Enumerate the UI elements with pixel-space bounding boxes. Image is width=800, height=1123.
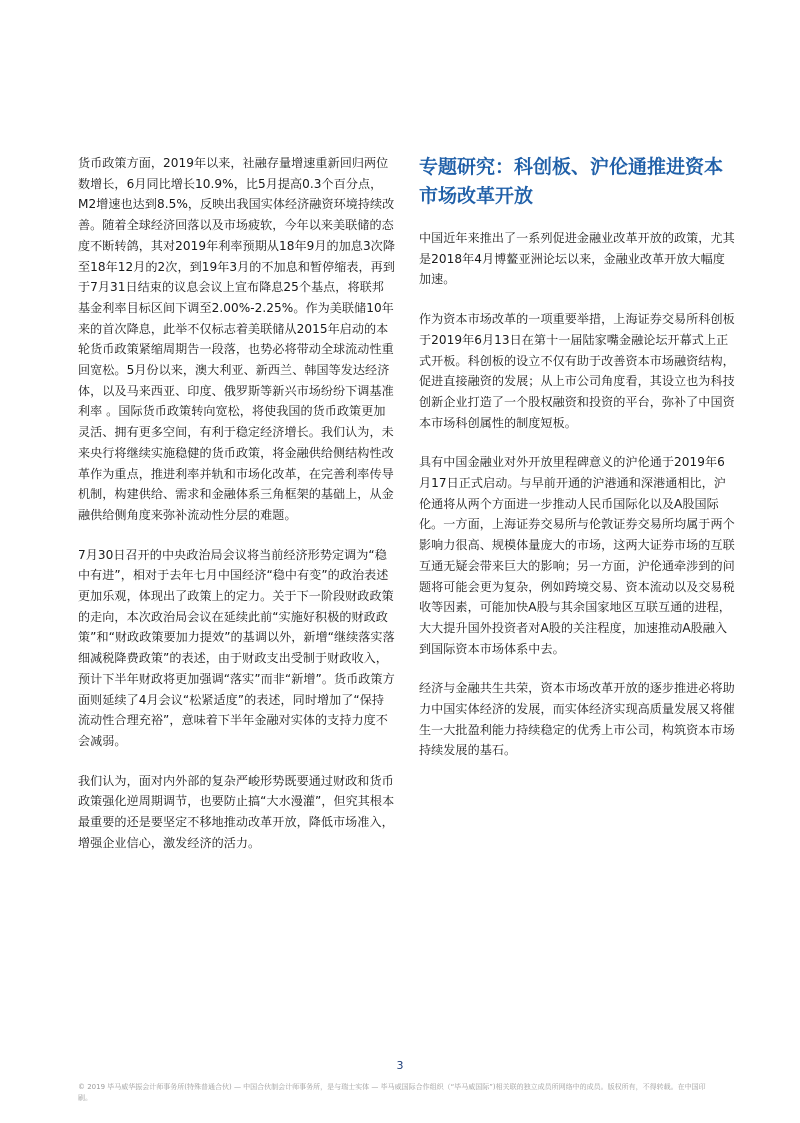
- body-paragraph: 经济与金融共生共荣，资本市场改革开放的逐步推进必将助力中国实体经济的发展，而实体经济实现高质量发展又将催生一大批盈利能力持续稳定的优秀上市公司，构筑资本市场持续发展的基石。: [419, 681, 735, 758]
- page-number: 3: [396, 1059, 404, 1072]
- body-paragraph: 作为资本市场改革的一项重要举措，上海证券交易所科创板于2019年6月13日在第十一届陆家嘴金融论坛开幕式上正式开板。科创板的设立不仅有助于改善资本市场融资结构，促进直接融资的发展；从上市公司角度看，其设立也为科技创新企业打造了一个股权融资和投资的平台，弥补了中国资本市场科创属性的制度短板。: [419, 312, 735, 430]
- body-paragraph: 中国近年来推出了一系列促进金融业改革开放的政策，尤其是2018年4月博鳌亚洲论坛以来，金融业改革开放大幅度加速。: [419, 231, 735, 287]
- body-paragraph: 我们认为，面对内外部的复杂严峻形势既要通过财政和货币政策强化逆周期调节，也要防止搞“大水漫灌”，但究其根本最重要的还是要坚定不移地推动改革开放，降低市场准入，增强企业信心，激发经济的活力。: [78, 773, 395, 850]
- body-paragraph: 7月30日召开的中央政治局会议将当前经济形势定调为“稳中有进”，相对于去年七月中国经济“稳中有变”的政治表述更加乐观，体现出了政策上的定力。关于下一阶段财政政策的走向，本次政治局会议在延续此前“实施好积极的财政政策”和“财政政策要加力提效”的基调以外，新增“继续落实落细减税降费政策”的表述，由于财政支出受制于财政收入，预计下半年财政将更加强调“落实”而非“新增”。货币政策方面则延续了4月会议“松紧适度”的表述，同时增加了“保持流动性合理充裕”，意味着下半年金融对实体的支持力度不会减弱。: [78, 547, 395, 748]
- left-column: [78, 153, 396, 873]
- body-paragraph: 货币政策方面，2019年以来，社融存量增速重新回归两位数增长，6月同比增长10.9%，比5月提高0.3个百分点，M2增速也达到8.5%，反映出我国实体经济融资环境持续改善。随着全球经济回落以及市场疲软，今年以来美联储的态度不断转鸽，其对2019年利率预期从18年9月的加息3次降至18年12月的2次，到19年3月的不加息和暂停缩表，再到于7月31日结束的议息会议上宣布降息25个基点，将联邦基金利率目标区间下调至2.00%-2.25%。作为美联储10年来的首次降息，此举不仅标志着美联储从2015年启动的本轮货币政策紧缩周期告一段落，也势必将带动全球流动性重回宽松。5月份以来，澳大利亚、新西兰、韩国等发达经济体，以及马来西亚、印度、俄罗斯等新兴市场纷纷下调基准利率 。国际货币政策转向宽松，将使我国的货币政策更加灵活、拥有更多空间，有利于稳定经济增长。我们认为，未来央行将继续实施稳健的货币政策，将金融供给侧结构性改革作为重点，推进利率并轨和市场化改革，在完善利率传导机制，构建供给、需求和金融体系三角框架的基础上，从金融供给侧角度来弥补流动性分层的难题。: [78, 156, 395, 522]
- section-heading: 专题研究：科创板、沪伦通推进资本市场改革开放: [419, 156, 724, 207]
- right-column: [419, 228, 737, 780]
- body-paragraph: 具有中国金融业对外开放里程碑意义的沪伦通于2019年6月17日正式启动。与早前开通的沪港通和深港通相比，沪伦通将从两个方面进一步推动人民币国际化以及A股国际化。一方面，上海证券交易所与伦敦证券交易所均属于两个影响力很高、规模体量庞大的市场，这两大证券市场的互联互通无疑会带来巨大的影响；另一方面，沪伦通牵涉到的问题将可能会更为复杂，例如跨境交易、资本流动以及交易税收等因素，可能加快A股与其余国家地区互联互通的进程，大大提升国外投资者对A股的关注程度，加速推动A股融入到国际资本市场体系中去。: [419, 455, 735, 656]
- footer-copyright: © 2019 毕马威华振会计师事务所(特殊普通合伙) — 中国合伙制会计师事务所，是与瑞士实体 — 毕马威国际合作组织（“毕马威国际”)相关联的独立成员所网络中的成员。版权所有，不得转载。在中国印刷。: [78, 1083, 706, 1102]
